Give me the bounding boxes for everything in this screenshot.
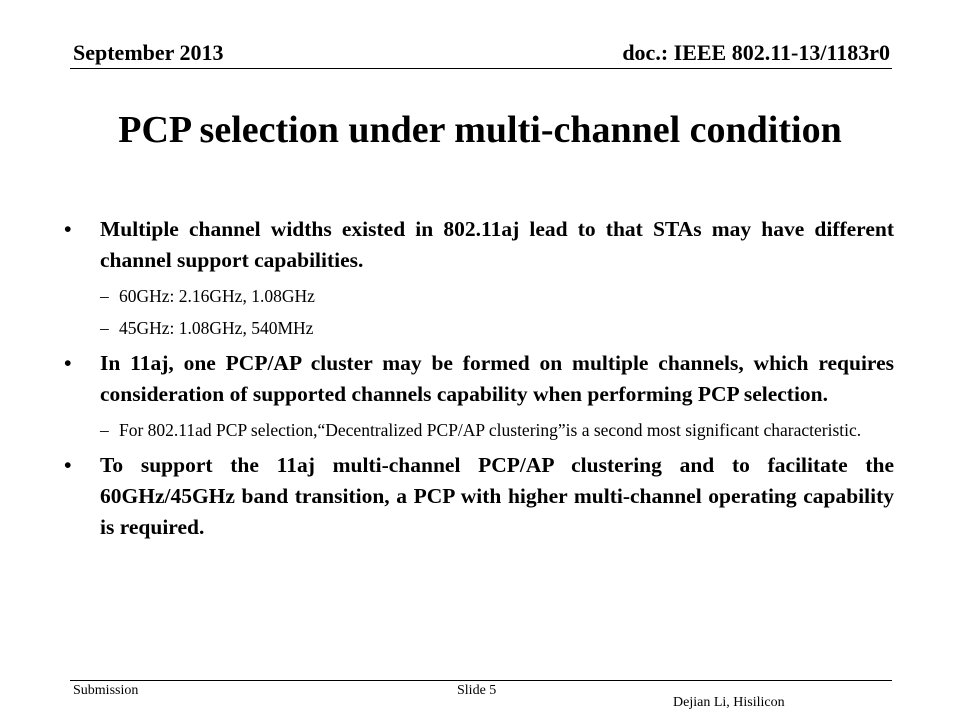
- slide-title: PCP selection under multi-channel condition: [118, 109, 842, 151]
- sub-bullet-marker: –: [100, 286, 109, 306]
- sub-bullet-item: [64, 316, 894, 340]
- bullet-item: [64, 348, 894, 410]
- bullet-marker: •: [64, 217, 72, 241]
- sub-bullet-text: For 802.11ad PCP selection,“Decentralized PCP/AP clustering”is a second most significant characteristic.: [119, 420, 862, 440]
- sub-bullet-item: [64, 418, 894, 442]
- bullet-text: To support the 11aj multi-channel PCP/AP clustering and to facilitate the 60GHz/45GHz band transition, a PCP with higher multi-channel operating capability is required.: [100, 453, 894, 539]
- bullet-text: In 11aj, one PCP/AP cluster may be formed on multiple channels, which requires consideration of supported channels capability when performing PCP selection.: [100, 351, 894, 406]
- slide-body: [64, 214, 894, 551]
- footer-submission: Submission: [73, 683, 139, 698]
- bullet-item: [64, 214, 894, 276]
- header-doc-id: doc.: IEEE 802.11-13/1183r0: [622, 40, 890, 65]
- bullet-item: [64, 450, 894, 543]
- bullet-text: Multiple channel widths existed in 802.11aj lead to that STAs may have different channel support capabilities.: [100, 217, 894, 272]
- header-date: September 2013: [73, 40, 224, 65]
- sub-bullet-marker: –: [100, 318, 109, 338]
- bullet-marker: •: [64, 453, 72, 477]
- sub-bullet-item: [64, 284, 894, 308]
- footer-divider: [70, 680, 892, 681]
- footer-author: Dejian Li, Hisilicon: [673, 695, 785, 710]
- header-divider: [70, 68, 892, 69]
- footer-slide-number: Slide 5: [457, 683, 497, 698]
- sub-bullet-text: 45GHz: 1.08GHz, 540MHz: [119, 318, 314, 338]
- bullet-marker: •: [64, 351, 72, 375]
- sub-bullet-marker: –: [100, 420, 109, 440]
- sub-bullet-text: 60GHz: 2.16GHz, 1.08GHz: [119, 286, 315, 306]
